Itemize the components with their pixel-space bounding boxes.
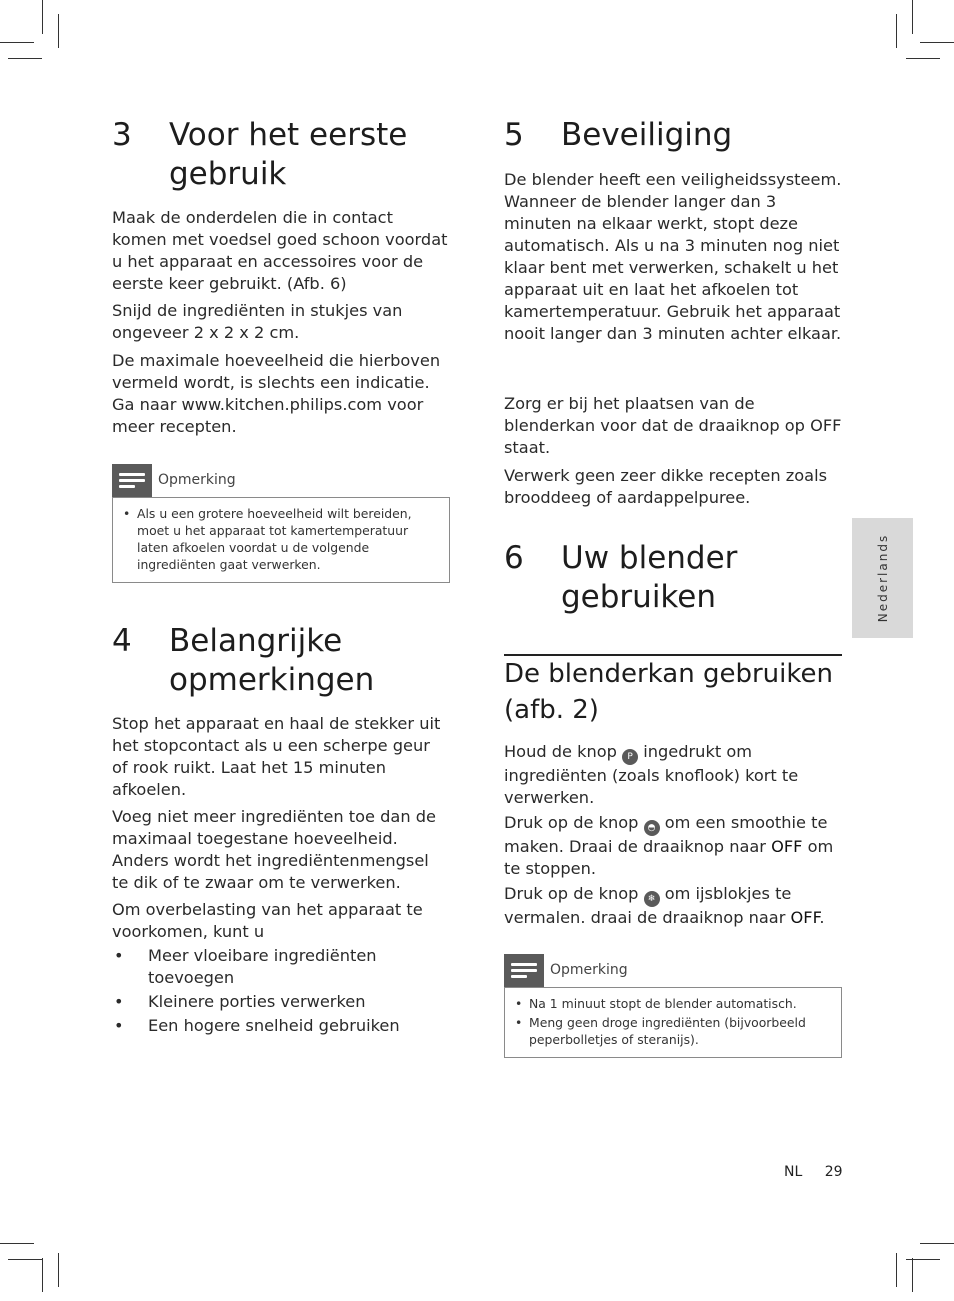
note-label: Opmerking — [158, 472, 236, 488]
note-content — [112, 497, 450, 583]
list-item: • Kleinere porties verwerken — [114, 992, 366, 1011]
section-title: Voor het eerste gebruik — [169, 117, 408, 192]
section-6-heading — [504, 539, 842, 617]
paragraph: Voeg niet meer ingrediënten toe dan de maximaal toegestane hoeveelheid. Anders wordt het ingrediëntenmengsel te dik of te zwaar om te verwerken. — [112, 807, 436, 892]
note-item: • Als u een grotere hoeveelheid wilt bereiden, moet u het apparaat tot kamertemperatuur laten afkoelen voordat u de volgende ingrediënten gaat verwerken. — [123, 506, 412, 572]
ice-crush-button-icon: ❄ — [644, 891, 660, 907]
paragraph: Stop het apparaat en haal de stekker uit het stopcontact als u een scherpe geur of rook ruikt. Laat het 15 minuten afkoelen. — [112, 714, 441, 799]
language-side-tab — [852, 518, 913, 638]
section-title: Uw blender gebruiken — [561, 540, 738, 615]
paragraph: De blender heeft een veiligheidssysteem. Wanneer de blender langer dan 3 minuten na elkaar werkt, stopt deze automatisch. Als u na 3 minuten nog niet klaar bent met verwerken, schakelt u het apparaat uit en laat het afkoelen tot kamertemperatuur. Gebruik het apparaat nooit langer dan 3 minuten achter elkaar. — [504, 170, 842, 343]
crop-mark — [0, 42, 34, 43]
crop-mark — [920, 1243, 954, 1244]
note-box — [504, 954, 842, 1058]
paragraph: Maak de onderdelen die in contact komen met voedsel goed schoon voordat u het apparaat en accessoires voor de eerste keer gebruikt. (Afb. 6) — [112, 208, 448, 293]
section-4-heading — [112, 622, 450, 700]
crop-mark — [58, 14, 59, 48]
crop-mark — [8, 58, 42, 59]
paragraph: De maximale hoeveelheid die hierboven vermeld wordt, is slechts een indicatie. Ga naar www.kitchen.philips.com voor meer recepten. — [112, 351, 441, 436]
crop-mark — [8, 1259, 42, 1260]
note-header — [112, 464, 450, 497]
note-item: • Na 1 minuut stopt de blender automatisch. — [515, 996, 797, 1011]
crop-mark — [920, 42, 954, 43]
crop-mark — [912, 0, 913, 34]
smoothie-button-icon: ◓ — [644, 820, 660, 836]
language-label: Nederlands — [875, 533, 890, 623]
crop-mark — [906, 58, 940, 59]
crop-mark — [906, 1259, 940, 1260]
page-number: 29 — [824, 1164, 843, 1180]
note-content — [504, 987, 842, 1058]
section-3-heading — [112, 116, 450, 194]
page-footer — [784, 1164, 843, 1180]
section-title: Beveiliging — [561, 117, 733, 153]
crop-mark — [42, 0, 43, 34]
section-number: 3 — [112, 117, 132, 153]
crop-mark — [42, 1258, 43, 1292]
pulse-button-icon: P — [622, 749, 638, 765]
paragraph: Houd de knop P ingedrukt om ingrediënten (zoals knoflook) kort te verwerken. — [504, 742, 799, 807]
subsection-title: De blenderkan gebruiken (afb. 2) — [504, 659, 833, 725]
section-title: Belangrijke opmerkingen — [169, 623, 375, 698]
paragraph: Zorg er bij het plaatsen van de blenderkan voor dat de draaiknop op OFF staat. — [504, 394, 842, 457]
note-icon — [112, 464, 152, 497]
section-number: 5 — [504, 117, 524, 153]
note-box — [112, 464, 450, 583]
crop-mark — [912, 1258, 913, 1292]
crop-mark — [0, 1243, 34, 1244]
paragraph: Druk op de knop ◓ om een smoothie te maken. Draai de draaiknop naar OFF om te stoppen. — [504, 813, 834, 878]
note-item: • Meng geen droge ingrediënten (bijvoorbeeld peperbolletjes of steranijs). — [515, 1015, 806, 1047]
note-header — [504, 954, 842, 987]
section-number: 4 — [112, 623, 132, 659]
note-icon — [504, 954, 544, 987]
paragraph: Snijd de ingrediënten in stukjes van ongeveer 2 x 2 x 2 cm. — [112, 301, 403, 342]
section-number: 6 — [504, 540, 524, 576]
list-item: • Meer vloeibare ingrediënten toevoegen — [114, 946, 377, 987]
list-item: • Een hogere snelheid gebruiken — [114, 1016, 400, 1035]
crop-mark — [896, 14, 897, 48]
paragraph: Verwerk geen zeer dikke recepten zoals brooddeeg of aardappelpuree. — [504, 466, 828, 507]
crop-mark — [896, 1253, 897, 1287]
footer-language: NL — [784, 1164, 803, 1180]
note-label: Opmerking — [550, 962, 628, 978]
section-5-heading — [504, 116, 732, 155]
crop-mark — [58, 1253, 59, 1287]
paragraph: Druk op de knop ❄ om ijsblokjes te vermalen. draai de draaiknop naar OFF. — [504, 884, 825, 927]
paragraph: Om overbelasting van het apparaat te voorkomen, kunt u — [112, 900, 423, 941]
